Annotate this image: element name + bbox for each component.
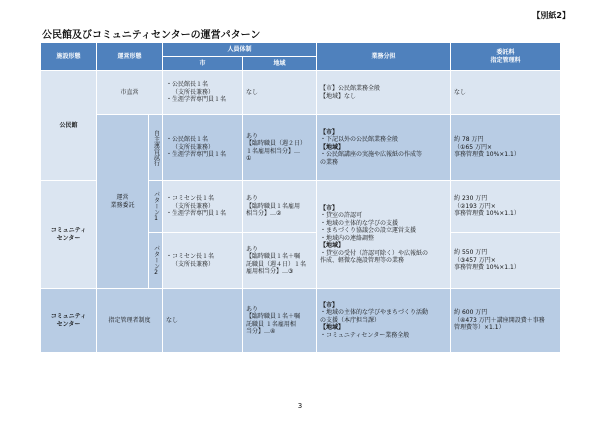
r3-region: あり 【臨時職員１名雇用 相当分】…② — [243, 181, 317, 233]
r5-city: なし — [163, 289, 243, 353]
facility-kominkan: 公民館 — [41, 71, 97, 181]
r34-duties: 【市】 ・貸室の許認可 ・地域の主体的な学びの支援 ・まちづくり協議会の設立運営支援 ・地域内の連絡調整 【地域】 ・貸室の受付（許認可除く）や広報紙の 作成、軽微な施設管理等の業務 — [317, 181, 451, 289]
header-facility: 施設形態 — [41, 43, 97, 71]
facility-community-designated: コミュニティ センター — [41, 289, 97, 353]
page-number: 3 — [297, 402, 303, 410]
r1-city: ・公民館長１名 （支所長兼務） ・生涯学習専門員１名 — [163, 71, 243, 115]
r1-fee: なし — [451, 71, 561, 115]
label-pattern1: パターン1 — [149, 181, 163, 233]
r2-fee: 約 78 万円 （①65 万円× 事務管理費 10%×1.1） — [451, 115, 561, 181]
header-region: 地域 — [243, 57, 317, 71]
r5-region: あり 【臨時職員１名＋嘱 託職員 １名雇用相 当分】…④ — [243, 289, 317, 353]
r4-city: ・コミセン長１名 （支所長兼務） — [163, 233, 243, 289]
r5-fee: 約 600 万円 （④473 万円＋講座開設費＋事務 管理費等）×1.1） — [451, 289, 561, 353]
header-operation: 運営形態 — [97, 43, 163, 71]
operation-designated: 指定管理者制度 — [97, 289, 163, 353]
header-staffing: 人員体制 — [163, 43, 317, 57]
r4-region: あり 【臨時職員１名＋嘱 託職員（週４日）１名 雇用相当分】…③ — [243, 233, 317, 289]
r4-fee: 約 550 万円 （③457 万円× 事務管理費 10%×1.1） — [451, 233, 561, 289]
r3-city: ・コミセン長１名 （支所長兼務） ・生涯学習専門員１名 — [163, 181, 243, 233]
label-self-trial: 自主運営試行 — [149, 115, 163, 181]
r1-duties: 【市】公民館業務全般 【地域】なし — [317, 71, 451, 115]
operation-pattern-table — [40, 42, 561, 353]
r2-duties: 【市】 ・下記以外の公民館業務全般 【地域】 ・公民館講座の実施や広報紙の作成等 の業務 — [317, 115, 451, 181]
page-title: 公民館及びコミュニティセンターの運営パターン — [42, 30, 261, 41]
r1-region: なし — [243, 71, 317, 115]
r5-duties: 【市】 ・地域の主体的な学びやまちづくり活動 の支援（本庁担当課） 【地域】 ・コミュニティセンター業務全般 — [317, 289, 451, 353]
header-fee: 委託料 指定管理料 — [451, 43, 561, 71]
facility-community: コミュニティ センター — [41, 181, 97, 289]
operation-consign: 運営 業務委託 — [97, 115, 149, 289]
header-duties: 業務分担 — [317, 43, 451, 71]
operation-direct: 市直営 — [97, 71, 163, 115]
r2-region: あり 【臨時職員（週２日） １名雇用相当分】… ① — [243, 115, 317, 181]
label-pattern2: パターン2 — [149, 233, 163, 289]
annex-label: 【別紙2】 — [532, 11, 570, 20]
r3-fee: 約 230 万円 （②193 万円× 事務管理費 10%×1.1） — [451, 181, 561, 233]
header-city: 市 — [163, 57, 243, 71]
r2-city: ・公民館長１名 （支所長兼務） ・生涯学習専門員１名 — [163, 115, 243, 181]
